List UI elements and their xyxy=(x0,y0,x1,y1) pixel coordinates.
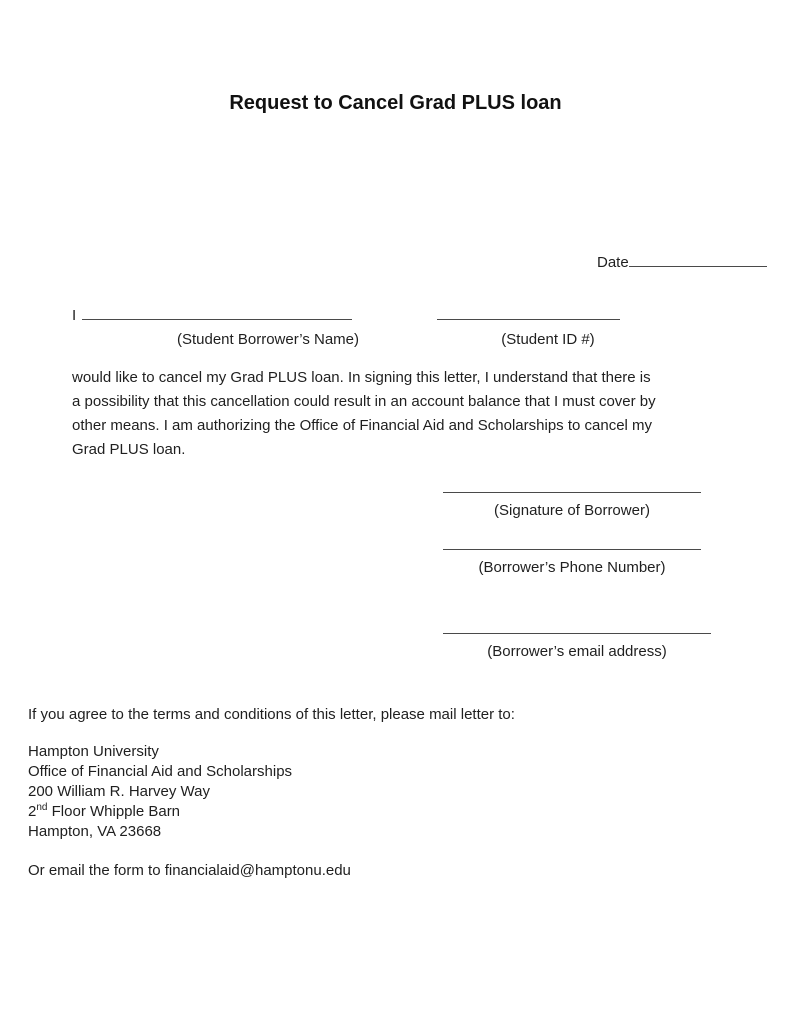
floor-text: Floor Whipple Barn xyxy=(51,803,181,820)
email-blank-line xyxy=(443,620,711,634)
student-id-blank-line xyxy=(437,306,620,320)
date-row xyxy=(597,253,767,271)
address-line-office: Office of Financial Aid and Scholarships xyxy=(28,763,293,780)
signature-blank-line xyxy=(443,479,701,493)
signature-caption: (Signature of Borrower) xyxy=(494,502,650,519)
borrower-pronoun: I xyxy=(72,307,77,324)
email-field-group xyxy=(443,620,711,660)
body-paragraph xyxy=(72,366,712,462)
address-line-city: Hampton, VA 23668 xyxy=(28,823,162,840)
floor-number: 2 xyxy=(28,803,37,820)
floor-ordinal-superscript: nd xyxy=(36,802,48,813)
mail-instruction: If you agree to the terms and conditions of this letter, please mail letter to: xyxy=(28,706,515,723)
address-line-floor xyxy=(28,802,292,822)
mailing-address xyxy=(28,742,292,842)
paragraph-line: other means. I am authorizing the Office of Financial Aid and Scholarships to cancel my xyxy=(72,417,653,434)
page-title: Request to Cancel Grad PLUS loan xyxy=(229,92,562,114)
borrower-name-caption: (Student Borrower’s Name) xyxy=(176,331,359,348)
phone-field-group xyxy=(443,536,701,576)
phone-blank-line xyxy=(443,536,701,550)
borrower-name-blank-line xyxy=(82,306,352,320)
student-id-caption: (Student ID #) xyxy=(501,331,595,348)
date-label: Date xyxy=(597,254,629,271)
paragraph-line: a possibility that this cancellation could result in an account balance that I must cover by xyxy=(72,393,656,410)
date-blank-line xyxy=(629,253,767,267)
email-instruction: Or email the form to financialaid@hamptonu.edu xyxy=(28,862,351,879)
address-line-street: 200 William R. Harvey Way xyxy=(28,783,210,800)
email-caption: (Borrower’s email address) xyxy=(487,643,667,660)
address-line-university: Hampton University xyxy=(28,743,159,760)
signature-field-group xyxy=(443,479,701,519)
phone-caption: (Borrower’s Phone Number) xyxy=(478,559,666,576)
borrower-name-row xyxy=(72,306,620,324)
paragraph-line: would like to cancel my Grad PLUS loan. In signing this letter, I understand that there is xyxy=(72,369,651,386)
paragraph-line: Grad PLUS loan. xyxy=(72,441,186,458)
